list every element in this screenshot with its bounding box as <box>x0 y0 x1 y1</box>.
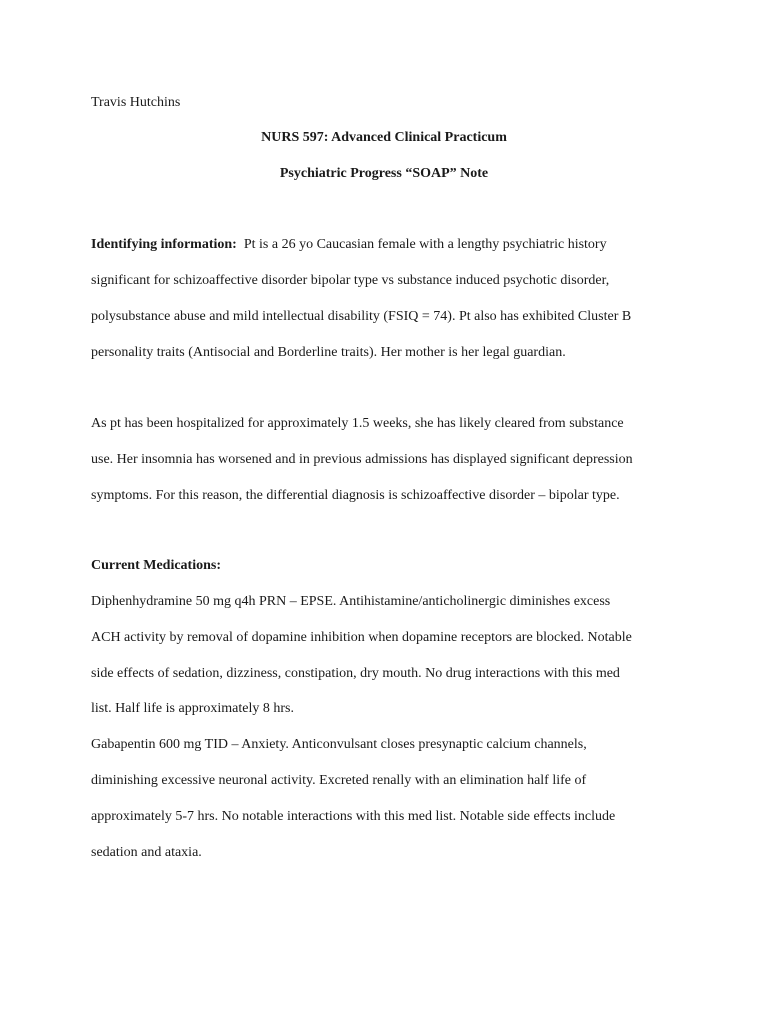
diphenhydramine-line-1: Diphenhydramine 50 mg q4h PRN – EPSE. Antihistamine/anticholinergic diminishes excess <box>91 594 611 609</box>
differential-line-3: symptoms. For this reason, the differential diagnosis is schizoaffective disorder – bipolar type. <box>91 488 620 503</box>
author-name: Travis Hutchins <box>91 95 181 110</box>
gabapentin-line-2: diminishing excessive neuronal activity. Excreted renally with an elimination half life of <box>91 773 587 788</box>
diphenhydramine-line-2: ACH activity by removal of dopamine inhibition when dopamine receptors are blocked. Notable <box>91 630 632 645</box>
differential-line-1: As pt has been hospitalized for approximately 1.5 weeks, she has likely cleared from substance <box>91 416 624 431</box>
gabapentin-line-4: sedation and ataxia. <box>91 845 202 860</box>
differential-line-2: use. Her insomnia has worsened and in previous admissions has displayed significant depression <box>91 452 633 467</box>
gabapentin-line-1: Gabapentin 600 mg TID – Anxiety. Anticonvulsant closes presynaptic calcium channels, <box>91 737 587 752</box>
note-title: Psychiatric Progress “SOAP” Note <box>279 166 489 181</box>
identifying-line-4: personality traits (Antisocial and Borderline traits). Her mother is her legal guardian. <box>91 345 566 360</box>
identifying-line-3: polysubstance abuse and mild intellectual disability (FSIQ = 74). Pt also has exhibited Cluster B <box>91 309 632 324</box>
diphenhydramine-line-4: list. Half life is approximately 8 hrs. <box>91 701 294 716</box>
identifying-line-2: significant for schizoaffective disorder bipolar type vs substance induced psychotic disorder, <box>91 273 610 288</box>
diphenhydramine-line-3: side effects of sedation, dizziness, constipation, dry mouth. No drug interactions with this med <box>91 666 620 681</box>
medications-heading: Current Medications: <box>91 558 221 573</box>
course-title: NURS 597: Advanced Clinical Practicum <box>261 130 507 145</box>
gabapentin-line-3: approximately 5-7 hrs. No notable interactions with this med list. Notable side effects include <box>91 809 616 824</box>
identifying-text: Pt is a 26 yo Caucasian female with a lengthy psychiatric history <box>243 237 607 252</box>
identifying-line-1 <box>91 236 607 254</box>
identifying-heading: Identifying information: <box>91 237 237 252</box>
